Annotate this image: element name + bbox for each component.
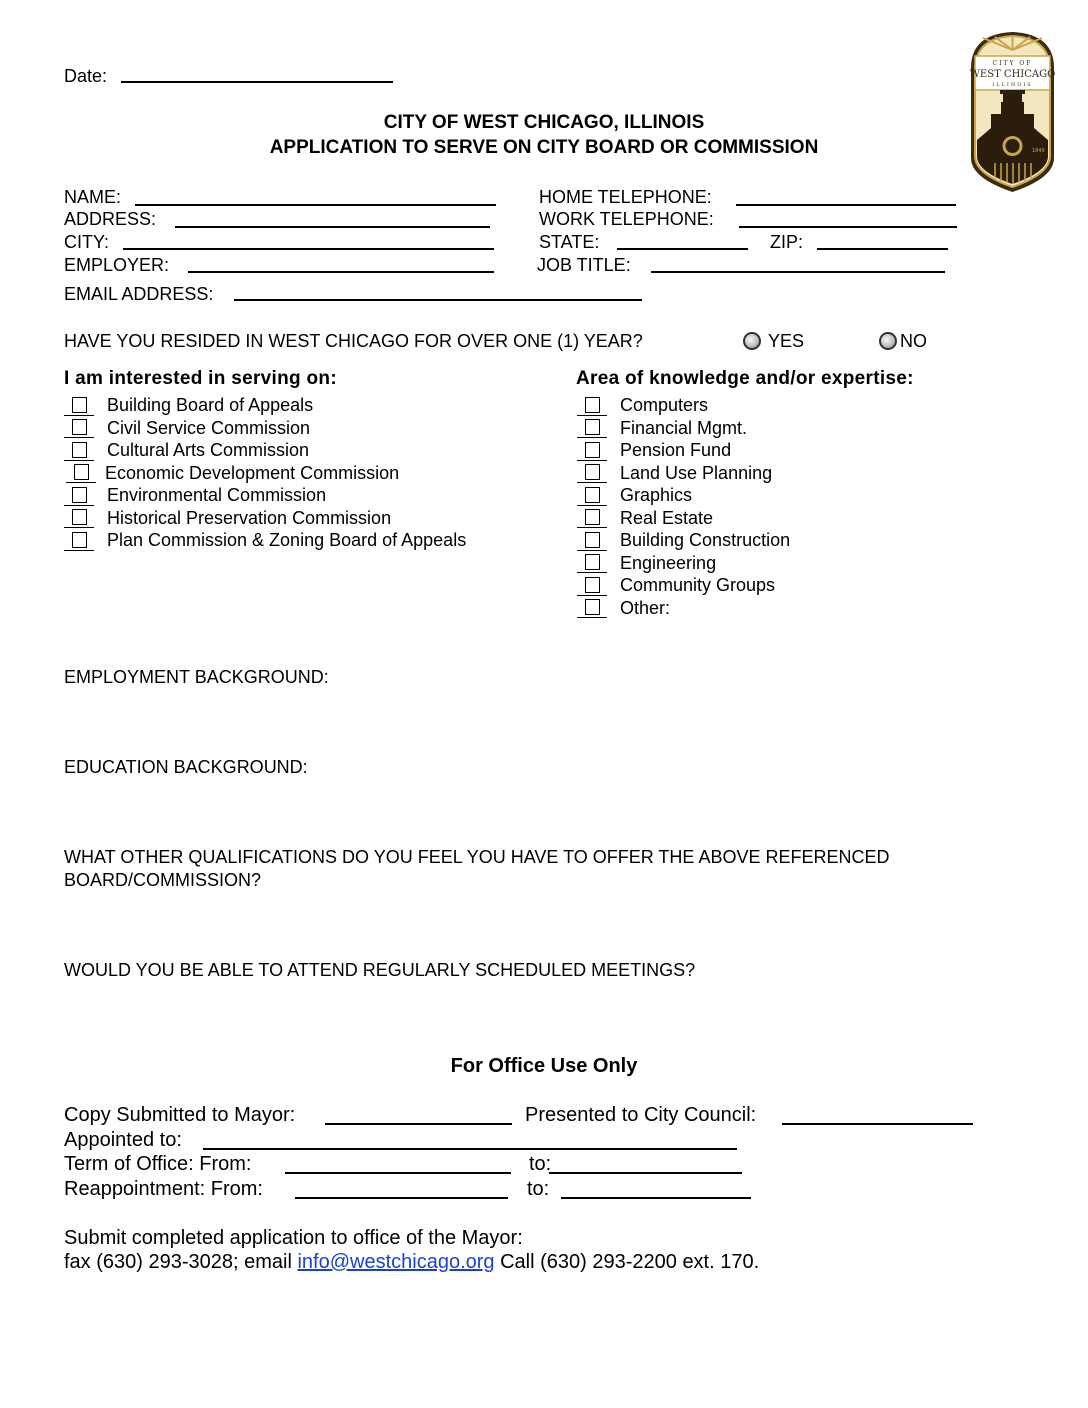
reappointment-from-line[interactable] (295, 1197, 508, 1199)
expertise-label: Financial Mgmt. (620, 418, 748, 438)
expertise-checkbox-computers[interactable] (577, 397, 607, 417)
interest-label: Plan Commission & Zoning Board of Appeals (107, 530, 467, 550)
interest-checkbox-economic-development[interactable] (66, 464, 96, 484)
interest-checkbox-building-board[interactable] (64, 397, 94, 417)
term-to-label: to: (529, 1153, 552, 1175)
interest-checkbox-plan-commission[interactable] (64, 532, 94, 552)
reappointment-to-line[interactable] (561, 1197, 751, 1199)
employment-background-label: EMPLOYMENT BACKGROUND: (64, 667, 329, 687)
seal-main-text: WEST CHICAGO (969, 69, 1056, 80)
expertise-heading: Area of knowledge and/or expertise: (576, 368, 914, 389)
interest-label: Historical Preservation Commission (107, 508, 392, 528)
submit-instructions: Submit completed application to office of the Mayor: (64, 1227, 523, 1249)
term-to-line[interactable] (549, 1172, 742, 1174)
address-label: ADDRESS: (64, 209, 157, 229)
home-phone-field-line[interactable] (736, 204, 956, 206)
expertise-checkbox-engineering[interactable] (577, 554, 607, 574)
interest-label: Cultural Arts Commission (107, 440, 310, 460)
expertise-checkbox-financial[interactable] (577, 419, 607, 439)
copy-submitted-line[interactable] (325, 1123, 512, 1125)
city-seal-logo (965, 28, 1060, 194)
state-label: STATE: (539, 232, 600, 252)
expertise-checkbox-community-groups[interactable] (577, 577, 607, 597)
expertise-label: Computers (620, 395, 709, 415)
expertise-checkbox-other[interactable] (577, 599, 607, 619)
qualifications-question-line1: WHAT OTHER QUALIFICATIONS DO YOU FEEL YOU HAVE TO OFFER THE ABOVE REFERENCED (64, 847, 890, 867)
meetings-question: WOULD YOU BE ABLE TO ATTEND REGULARLY SCHEDULED MEETINGS? (64, 960, 696, 980)
zip-label: ZIP: (770, 232, 804, 252)
presented-council-label: Presented to City Council: (525, 1104, 757, 1126)
qualifications-question-line2: BOARD/COMMISSION? (64, 870, 262, 890)
residency-yes-label: YES (768, 331, 805, 351)
residency-yes-radio[interactable] (743, 332, 761, 350)
email-field-line[interactable] (234, 299, 642, 301)
address-field-line[interactable] (175, 226, 490, 228)
zip-field-line[interactable] (817, 248, 948, 250)
employer-label: EMPLOYER: (64, 255, 170, 275)
expertise-label: Engineering (620, 553, 717, 573)
office-use-heading: For Office Use Only (450, 1055, 638, 1077)
residency-no-radio[interactable] (879, 332, 897, 350)
presented-council-line[interactable] (782, 1123, 973, 1125)
expertise-checkbox-real-estate[interactable] (577, 509, 607, 529)
interest-checkbox-civil-service[interactable] (64, 419, 94, 439)
interest-label: Building Board of Appeals (107, 395, 314, 415)
appointed-to-label: Appointed to: (64, 1129, 182, 1151)
date-label: Date: (64, 66, 108, 86)
title-city: CITY OF WEST CHICAGO, ILLINOIS (383, 112, 705, 133)
email-link[interactable]: info@westchicago.org (297, 1251, 495, 1273)
reappointment-to-label: to: (527, 1178, 550, 1200)
expertise-label: Land Use Planning (620, 463, 773, 483)
interests-heading: I am interested in serving on: (64, 368, 337, 389)
expertise-checkbox-building-construction[interactable] (577, 532, 607, 552)
appointed-to-line[interactable] (203, 1148, 737, 1150)
seal-top-text: CITY OF (992, 60, 1033, 67)
education-background-label: EDUCATION BACKGROUND: (64, 757, 308, 777)
term-from-label: Term of Office: From: (64, 1153, 252, 1175)
term-from-line[interactable] (285, 1172, 511, 1174)
interest-checkbox-environmental[interactable] (64, 487, 94, 507)
home-phone-label: HOME TELEPHONE: (539, 187, 712, 207)
expertise-label: Community Groups (620, 575, 776, 595)
expertise-checkbox-pension[interactable] (577, 442, 607, 462)
seal-year: 1849 (1032, 148, 1045, 154)
name-label: NAME: (64, 187, 122, 207)
city-field-line[interactable] (123, 248, 494, 250)
residency-no-label: NO (900, 331, 927, 351)
reappointment-from-label: Reappointment: From: (64, 1178, 263, 1200)
city-label: CITY: (64, 232, 110, 252)
call-text: Call (630) 293-2200 ext. 170. (494, 1251, 760, 1273)
work-phone-label: WORK TELEPHONE: (539, 209, 714, 229)
expertise-label: Graphics (620, 485, 693, 505)
expertise-label: Other: (620, 598, 671, 618)
email-label: EMAIL ADDRESS: (64, 284, 214, 304)
copy-submitted-label: Copy Submitted to Mayor: (64, 1104, 296, 1126)
expertise-label: Real Estate (620, 508, 714, 528)
interest-label: Civil Service Commission (107, 418, 311, 438)
expertise-checkbox-land-use[interactable] (577, 464, 607, 484)
name-field-line[interactable] (135, 204, 496, 206)
work-phone-field-line[interactable] (739, 226, 957, 228)
expertise-label: Building Construction (620, 530, 791, 550)
interest-checkbox-cultural-arts[interactable] (64, 442, 94, 462)
expertise-label: Pension Fund (620, 440, 732, 460)
job-title-label: JOB TITLE: (537, 255, 631, 275)
date-field-line[interactable] (121, 81, 393, 83)
state-field-line[interactable] (617, 248, 748, 250)
contact-line (64, 1252, 759, 1272)
interest-label: Economic Development Commission (105, 463, 400, 483)
interest-checkbox-historical-preservation[interactable] (64, 509, 94, 529)
title-application: APPLICATION TO SERVE ON CITY BOARD OR COMMISSION (269, 137, 819, 158)
interest-label: Environmental Commission (107, 485, 327, 505)
residency-question: HAVE YOU RESIDED IN WEST CHICAGO FOR OVER ONE (1) YEAR? (64, 331, 643, 351)
job-title-field-line[interactable] (651, 271, 945, 273)
fax-text: fax (630) 293-3028; email (64, 1251, 298, 1273)
seal-bottom-text: ILLINOIS (992, 82, 1033, 88)
employer-field-line[interactable] (188, 271, 494, 273)
expertise-checkbox-graphics[interactable] (577, 487, 607, 507)
